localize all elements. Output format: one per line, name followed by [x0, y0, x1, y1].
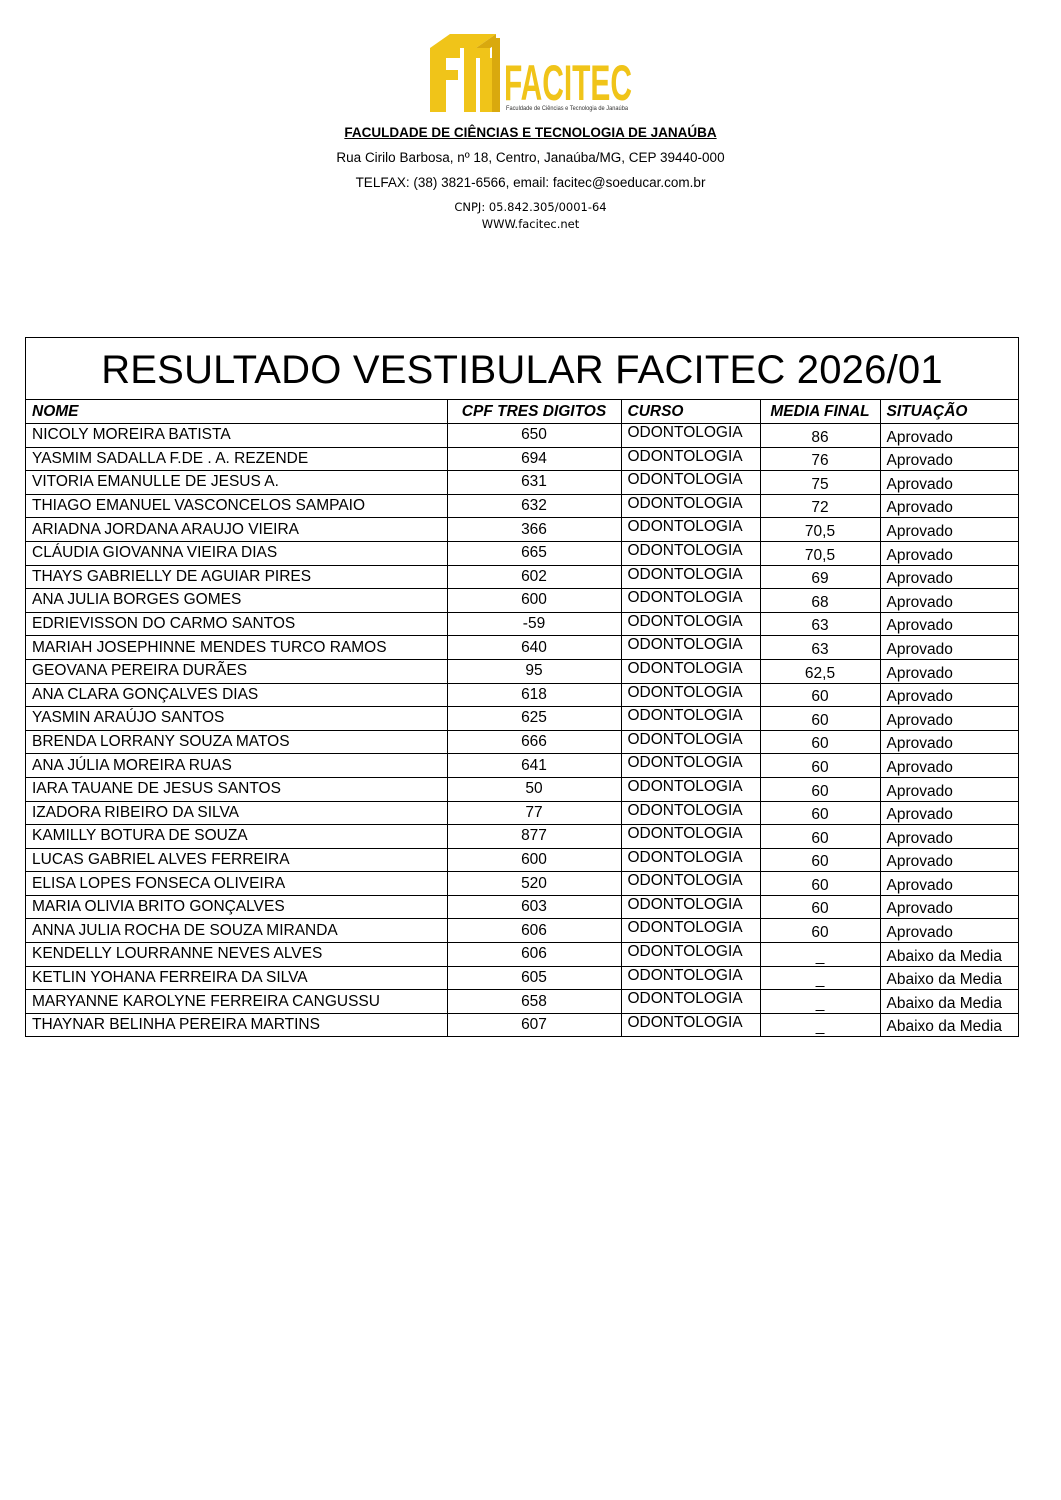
cell-cpf: 618 [447, 683, 621, 707]
cell-grade: 60 [760, 777, 880, 801]
table-row [26, 730, 1018, 754]
cell-cpf: 77 [447, 801, 621, 825]
cell-cpf: 694 [447, 447, 621, 471]
table-row [26, 494, 1018, 518]
results-panel [25, 337, 1019, 1037]
cell-course: ODONTOLOGIA [621, 612, 760, 636]
cell-grade: 60 [760, 872, 880, 896]
cell-course: ODONTOLOGIA [621, 494, 760, 518]
cell-status: Abaixo da Media [880, 990, 1018, 1014]
cell-grade: 60 [760, 801, 880, 825]
table-row [26, 424, 1018, 448]
institution-name: FACULDADE DE CIÊNCIAS E TECNOLOGIA DE JANAÚBA [344, 125, 717, 140]
institution-contact: TELFAX: (38) 3821-6566, email: facitec@soeducar.com.br [355, 175, 706, 190]
table-row [26, 801, 1018, 825]
cell-cpf: 877 [447, 825, 621, 849]
table-row [26, 848, 1018, 872]
table-row [26, 541, 1018, 565]
cell-name: THAYNAR BELINHA PEREIRA MARTINS [26, 1013, 447, 1036]
cell-grade: 60 [760, 895, 880, 919]
cell-status: Aprovado [880, 872, 1018, 896]
cell-cpf: 665 [447, 541, 621, 565]
table-row [26, 777, 1018, 801]
institution-website: WWW.facitec.net [481, 217, 580, 231]
table-row [26, 683, 1018, 707]
table-row [26, 659, 1018, 683]
cell-course: ODONTOLOGIA [621, 872, 760, 896]
cell-name: MARIAH JOSEPHINNE MENDES TURCO RAMOS [26, 636, 447, 660]
cell-cpf: 605 [447, 966, 621, 990]
cell-course: ODONTOLOGIA [621, 707, 760, 731]
cell-grade: _ [760, 1013, 880, 1036]
table-row [26, 565, 1018, 589]
cell-cpf: 641 [447, 754, 621, 778]
cell-course: ODONTOLOGIA [621, 754, 760, 778]
cell-cpf: 658 [447, 990, 621, 1014]
cell-grade: 86 [760, 424, 880, 448]
cell-course: ODONTOLOGIA [621, 447, 760, 471]
cell-grade: 69 [760, 565, 880, 589]
cell-course: ODONTOLOGIA [621, 990, 760, 1014]
logo-wordmark: FACITEC [504, 55, 632, 111]
cell-status: Aprovado [880, 777, 1018, 801]
cell-name: VITORIA EMANULLE DE JESUS A. [26, 471, 447, 495]
table-row [26, 589, 1018, 613]
cell-status: Aprovado [880, 471, 1018, 495]
cell-name: IARA TAUANE DE JESUS SANTOS [26, 777, 447, 801]
cell-name: KAMILLY BOTURA DE SOUZA [26, 825, 447, 849]
cell-name: ARIADNA JORDANA ARAUJO VIEIRA [26, 518, 447, 542]
cell-grade: 63 [760, 612, 880, 636]
cell-status: Abaixo da Media [880, 966, 1018, 990]
cell-cpf: 366 [447, 518, 621, 542]
cell-name: THIAGO EMANUEL VASCONCELOS SAMPAIO [26, 494, 447, 518]
cell-grade: 60 [760, 754, 880, 778]
cell-course: ODONTOLOGIA [621, 777, 760, 801]
cell-name: KENDELLY LOURRANNE NEVES ALVES [26, 943, 447, 967]
table-row [26, 872, 1018, 896]
cell-status: Aprovado [880, 589, 1018, 613]
cell-course: ODONTOLOGIA [621, 424, 760, 448]
cell-status: Aprovado [880, 636, 1018, 660]
cell-course: ODONTOLOGIA [621, 730, 760, 754]
cell-course: ODONTOLOGIA [621, 919, 760, 943]
cell-grade: 76 [760, 447, 880, 471]
cell-name: CLÁUDIA GIOVANNA VIEIRA DIAS [26, 541, 447, 565]
table-header-row [26, 400, 1018, 424]
cell-name: IZADORA RIBEIRO DA SILVA [26, 801, 447, 825]
cell-status: Aprovado [880, 659, 1018, 683]
cell-status: Aprovado [880, 825, 1018, 849]
cell-grade: 72 [760, 494, 880, 518]
table-row [26, 518, 1018, 542]
cell-status: Aprovado [880, 518, 1018, 542]
institution-cnpj: CNPJ: 05.842.305/0001-64 [454, 200, 607, 214]
cell-status: Aprovado [880, 754, 1018, 778]
cell-grade: 62,5 [760, 659, 880, 683]
cell-cpf: 632 [447, 494, 621, 518]
cell-cpf: 520 [447, 872, 621, 896]
cell-cpf: 603 [447, 895, 621, 919]
cell-course: ODONTOLOGIA [621, 518, 760, 542]
cell-cpf: 600 [447, 848, 621, 872]
cell-course: ODONTOLOGIA [621, 589, 760, 613]
cell-status: Abaixo da Media [880, 943, 1018, 967]
cell-grade: 70,5 [760, 518, 880, 542]
cell-course: ODONTOLOGIA [621, 848, 760, 872]
cell-status: Aprovado [880, 730, 1018, 754]
cell-status: Aprovado [880, 565, 1018, 589]
cell-course: ODONTOLOGIA [621, 1013, 760, 1036]
cell-grade: 60 [760, 707, 880, 731]
table-row [26, 447, 1018, 471]
cell-status: Aprovado [880, 494, 1018, 518]
cell-name: LUCAS GABRIEL ALVES FERREIRA [26, 848, 447, 872]
column-header-course: CURSO [621, 400, 760, 424]
cell-cpf: 606 [447, 919, 621, 943]
cell-status: Aprovado [880, 683, 1018, 707]
cell-status: Aprovado [880, 447, 1018, 471]
cell-cpf: 606 [447, 943, 621, 967]
cell-grade: 60 [760, 730, 880, 754]
cell-cpf: 625 [447, 707, 621, 731]
cell-name: ANA CLARA GONÇALVES DIAS [26, 683, 447, 707]
cell-course: ODONTOLOGIA [621, 565, 760, 589]
cell-name: MARIA OLIVIA BRITO GONÇALVES [26, 895, 447, 919]
column-header-status: SITUAÇÃO [880, 400, 1018, 424]
cell-grade: _ [760, 990, 880, 1014]
cell-cpf: 602 [447, 565, 621, 589]
cell-grade: 63 [760, 636, 880, 660]
cell-course: ODONTOLOGIA [621, 471, 760, 495]
cell-name: KETLIN YOHANA FERREIRA DA SILVA [26, 966, 447, 990]
cell-course: ODONTOLOGIA [621, 801, 760, 825]
cell-course: ODONTOLOGIA [621, 636, 760, 660]
cell-grade: 60 [760, 825, 880, 849]
cell-name: ELISA LOPES FONSECA OLIVEIRA [26, 872, 447, 896]
cell-status: Aprovado [880, 801, 1018, 825]
table-row [26, 966, 1018, 990]
table-row [26, 919, 1018, 943]
cell-name: YASMIN ARAÚJO SANTOS [26, 707, 447, 731]
cell-cpf: -59 [447, 612, 621, 636]
cell-cpf: 600 [447, 589, 621, 613]
table-row [26, 471, 1018, 495]
cell-course: ODONTOLOGIA [621, 683, 760, 707]
cell-cpf: 95 [447, 659, 621, 683]
cell-status: Abaixo da Media [886, 1018, 1002, 1036]
cell-name: THAYS GABRIELLY DE AGUIAR PIRES [26, 565, 447, 589]
results-table [26, 400, 1018, 1036]
cell-course: ODONTOLOGIA [621, 825, 760, 849]
cell-cpf: 50 [447, 777, 621, 801]
cell-name: BRENDA LORRANY SOUZA MATOS [26, 730, 447, 754]
cell-cpf: 607 [447, 1013, 621, 1036]
table-row [26, 707, 1018, 731]
cell-course: ODONTOLOGIA [621, 943, 760, 967]
cell-name: YASMIM SADALLA F.DE . A. REZENDE [26, 447, 447, 471]
cell-name: ANA JULIA BORGES GOMES [26, 589, 447, 613]
cell-name: MARYANNE KAROLYNE FERREIRA CANGUSSU [26, 990, 447, 1014]
cell-grade: 70,5 [760, 541, 880, 565]
cell-status: Aprovado [880, 919, 1018, 943]
cell-course: ODONTOLOGIA [621, 895, 760, 919]
results-title: RESULTADO VESTIBULAR FACITEC 2026/01 [26, 338, 1018, 400]
cell-cpf: 650 [447, 424, 621, 448]
cell-grade: 60 [760, 848, 880, 872]
column-header-grade: MEDIA FINAL [760, 400, 880, 424]
cell-grade: 75 [760, 471, 880, 495]
cell-course: ODONTOLOGIA [621, 659, 760, 683]
table-row [26, 636, 1018, 660]
cell-grade: _ [760, 943, 880, 967]
table-row [26, 754, 1018, 778]
cell-cpf: 666 [447, 730, 621, 754]
cell-name: ANNA JULIA ROCHA DE SOUZA MIRANDA [26, 919, 447, 943]
cell-name: NICOLY MOREIRA BATISTA [26, 424, 447, 448]
table-row [26, 1013, 1018, 1036]
cell-status: Aprovado [880, 707, 1018, 731]
cell-status: Aprovado [880, 848, 1018, 872]
table-row [26, 990, 1018, 1014]
cell-status: Aprovado [880, 424, 1018, 448]
table-row [26, 943, 1018, 967]
cell-cpf: 640 [447, 636, 621, 660]
cell-status: Aprovado [880, 612, 1018, 636]
cell-status: Aprovado [880, 541, 1018, 565]
cell-status: Aprovado [880, 895, 1018, 919]
cell-grade: _ [760, 966, 880, 990]
column-header-name: NOME [26, 400, 447, 424]
facitec-logo [426, 30, 638, 116]
table-row [26, 825, 1018, 849]
institution-address: Rua Cirilo Barbosa, nº 18, Centro, Janaúba/MG, CEP 39440-000 [336, 150, 725, 165]
cell-name: GEOVANA PEREIRA DURÃES [26, 659, 447, 683]
cell-name: ANA JÚLIA MOREIRA RUAS [26, 754, 447, 778]
cell-cpf: 631 [447, 471, 621, 495]
cell-course: ODONTOLOGIA [621, 541, 760, 565]
column-header-cpf: CPF TRES DIGITOS [447, 400, 621, 424]
cell-grade: 60 [760, 919, 880, 943]
cell-grade: 68 [760, 589, 880, 613]
cell-name: EDRIEVISSON DO CARMO SANTOS [26, 612, 447, 636]
table-row [26, 612, 1018, 636]
table-row [26, 895, 1018, 919]
cell-grade: 60 [760, 683, 880, 707]
cell-course: ODONTOLOGIA [621, 966, 760, 990]
logo-tagline: Faculdade de Ciências e Tecnologia de Janaúba [506, 106, 629, 112]
